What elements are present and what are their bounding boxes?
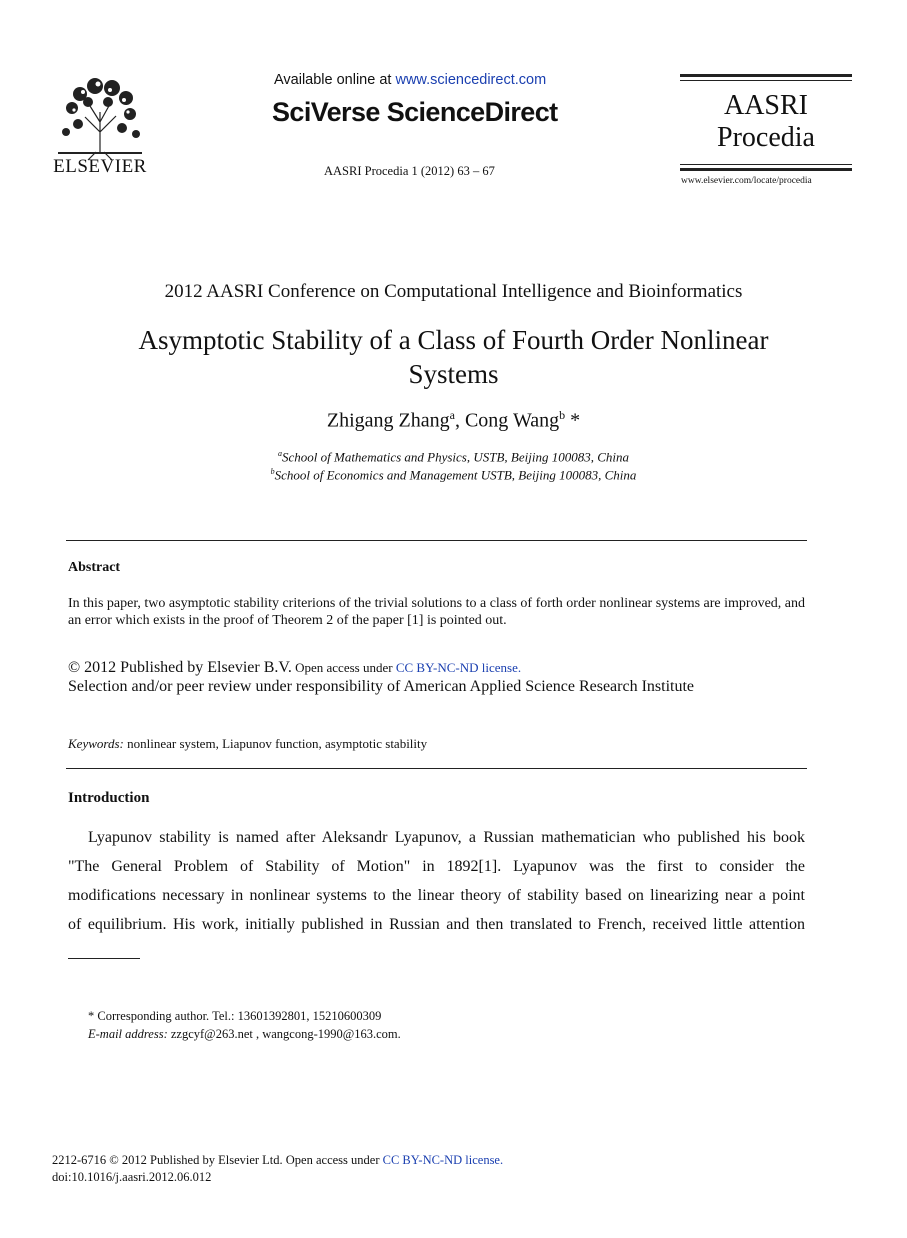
journal-box-top-rule-thin [680,80,852,81]
journal-box-top-rule-thick [680,74,852,77]
affiliation-a [0,449,907,465]
corresponding-author-footnote: * Corresponding author. Tel.: 13601392801, 15210600309 [88,1009,382,1023]
journal-url[interactable]: www.elsevier.com/locate/procedia [681,176,812,186]
journal-name-line2: Procedia [717,122,815,153]
author-affil-mark: a [449,408,455,422]
copyright-text: © 2012 Published by Elsevier B.V. [68,659,292,676]
abstract-heading: Abstract [68,560,121,575]
affiliation-b [0,467,907,483]
body-text-line: of equilibrium. His work, initially published in Russian and then translated to French, received little attention [68,916,805,933]
author-separator: , [454,409,465,432]
footer-license-link[interactable]: CC BY-NC-ND license. [382,1153,504,1167]
author-name: Zhigang Zhang [326,409,450,432]
keywords-label: Keywords: [68,736,124,751]
title-line-2: Systems [408,359,499,389]
peer-review-statement: Selection and/or peer review under responsibility of American Applied Science Research Institute [68,678,695,695]
sciverse-sciencedirect-logo: SciVerse ScienceDirect [272,97,558,127]
issn-line [52,1153,503,1168]
doi[interactable]: doi:10.1016/j.aasri.2012.06.012 [52,1170,212,1184]
abstract-top-rule [66,540,807,541]
open-access-text: Open access under [291,660,396,675]
journal-box-bottom-rule-thick [680,168,852,171]
keywords-text: nonlinear system, Liapunov function, asymptotic stability [123,736,428,751]
body-text-line: Lyapunov stability is named after Aleksandr Lyapunov, a Russian mathematician who published his book [88,829,805,846]
author-affil-mark: b [559,408,566,422]
license-link[interactable]: CC BY-NC-ND license. [395,660,522,675]
body-text-line: modifications necessary in nonlinear systems to the linear theory of stability based on linearizing near a point [68,887,805,904]
available-online [274,72,546,88]
introduction-heading: Introduction [68,790,150,806]
email-footnote [88,1027,401,1042]
affiliation-mark: a [278,449,282,458]
affiliation-text: School of Mathematics and Physics, USTB, Beijing 100083, China [282,449,629,465]
affiliation-mark: b [270,467,275,476]
journal-reference: AASRI Procedia 1 (2012) 63 – 67 [324,164,495,178]
conference-name: 2012 AASRI Conference on Computational Intelligence and Bioinformatics [164,281,743,302]
journal-name-line1: AASRI [723,90,808,121]
journal-box-bottom-rule-thin [680,164,852,165]
available-prefix: Available online at [274,72,396,88]
footnote-rule [68,958,140,959]
abstract-text: In this paper, two asymptotic stability criterions of the trivial solutions to a class of forth order nonlinear systems are improved, and an error which exists in the proof of Theorem 2 of the paper [1] is pointed out. [68,596,805,628]
email-label: E-mail address: [88,1027,168,1041]
paper-title [80,323,827,391]
copyright-line [68,659,521,677]
journal-name [680,90,852,154]
email-addresses: zzgcyf@263.net , wangcong-1990@163.com. [167,1027,401,1041]
affiliation-text: School of Economics and Management USTB, Beijing 100083, China [274,467,637,483]
body-text-line: "The General Problem of Stability of Motion" in 1892[1]. Lyapunov was the first to consider the [68,858,805,875]
title-line-1: Asymptotic Stability of a Class of Fourth Order Nonlinear [138,325,769,355]
abstract-bottom-rule [66,768,807,769]
sciencedirect-link[interactable]: www.sciencedirect.com [395,72,547,88]
elsevier-wordmark: ELSEVIER [53,156,147,177]
issn-text: 2212-6716 © 2012 Published by Elsevier Ltd. Open access under [52,1153,383,1167]
corresponding-author-mark: * [565,409,581,432]
author-name: Cong Wang [464,409,560,432]
keywords-line [68,736,427,752]
author-list [0,408,907,433]
